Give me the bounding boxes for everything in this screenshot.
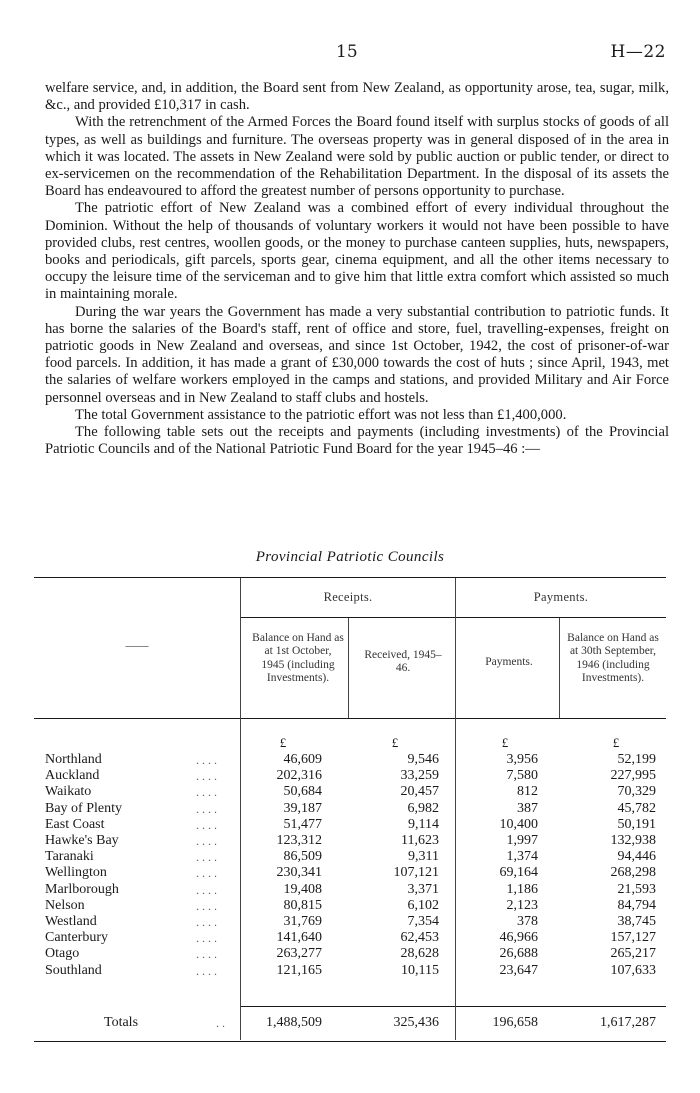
received-cell: 3,371 (407, 882, 439, 897)
received-cell: 20,457 (400, 784, 439, 799)
table-bottom-rule (34, 1041, 666, 1042)
row-leader-dots: . . . . (196, 915, 217, 929)
stub-header: —— (125, 640, 149, 652)
row-leader-dots: . . . . (196, 834, 217, 848)
closing-balance-cell: 70,329 (617, 784, 656, 799)
row-leader-dots: . . . . (196, 947, 217, 961)
col-header-received: Received, 1945–46. (364, 649, 442, 675)
received-cell: 6,102 (407, 898, 439, 913)
opening-balance-cell: 39,187 (283, 801, 322, 816)
currency-symbol: £ (279, 735, 287, 750)
totals-label: Totals (104, 1015, 139, 1030)
closing-balance-cell: 45,782 (617, 801, 656, 816)
row-name: Canterbury (45, 930, 108, 945)
col-header-payments: Payments. (485, 656, 533, 668)
opening-balance-cell: 51,477 (283, 817, 322, 832)
row-leader-dots: . . . . (196, 802, 217, 816)
opening-balance-cell: 86,509 (283, 849, 322, 864)
opening-balance-cell: 263,277 (276, 946, 322, 961)
currency-symbol: £ (501, 735, 509, 750)
column-divider (348, 618, 349, 718)
row-leader-dots: . . . . (196, 866, 217, 880)
payments-group-header: Payments. (533, 590, 589, 604)
opening-balance-cell: 202,316 (276, 768, 322, 783)
received-cell: 9,114 (408, 817, 439, 832)
payments-cell: 378 (517, 914, 538, 929)
row-leader-dots: . . . . (196, 883, 217, 897)
row-leader-dots: . . . . (196, 753, 217, 767)
payments-cell: 812 (517, 784, 538, 799)
row-name: Wellington (45, 865, 107, 880)
table-top-rule (34, 577, 666, 578)
row-name: Auckland (45, 768, 100, 783)
opening-balance-cell: 50,684 (283, 784, 322, 799)
paragraph: welfare service, and, in addition, the Board sent from New Zealand, as opportunity arose, tea, sugar, milk, &c., and provided £10,317 in cash. (45, 80, 669, 114)
col-header-opening-balance: Balance on Hand as at 1st October, 1945 (including Investments). (252, 632, 344, 685)
payments-cell: 46,966 (499, 930, 538, 945)
row-leader-dots: . . . . (196, 899, 217, 913)
col-header-closing-balance: Balance on Hand as at 30th September, 1946 (including Investments). (567, 632, 659, 685)
row-leader-dots: . . . . (196, 931, 217, 945)
payments-cell: 7,580 (506, 768, 538, 783)
closing-balance-cell: 38,745 (617, 914, 656, 929)
receipts-group-header: Receipts. (323, 590, 373, 604)
received-cell: 6,982 (407, 801, 439, 816)
row-name: Waikato (45, 784, 92, 799)
opening-balance-cell: 121,165 (276, 963, 322, 978)
row-name: East Coast (45, 817, 105, 832)
document-reference: H—22 (610, 42, 666, 62)
received-cell: 9,546 (407, 752, 439, 767)
received-cell: 107,121 (393, 865, 439, 880)
opening-balance-cell: 123,312 (276, 833, 322, 848)
paragraph: The total Government assistance to the patriotic effort was not less than £1,400,000. (75, 406, 567, 423)
received-cell: 7,354 (407, 914, 439, 929)
closing-balance-cell: 107,633 (610, 963, 656, 978)
closing-balance-cell: 265,217 (610, 946, 656, 961)
payments-cell: 1,997 (506, 833, 538, 848)
row-name: Southland (45, 963, 102, 978)
opening-balance-cell: 19,408 (283, 882, 322, 897)
closing-balance-cell: 21,593 (617, 882, 656, 897)
received-cell: 28,628 (400, 946, 439, 961)
row-leader-dots: . . . . (196, 785, 217, 799)
payments-cell: 387 (517, 801, 538, 816)
closing-balance-cell: 157,127 (610, 930, 656, 945)
paragraph: With the retrenchment of the Armed Forces the Board found itself with surplus stocks of goods of all types, as well as buildings and furniture. The overseas property was in general disposed of in the area in which it was located. The assets in New Zealand were sold by public auction or public tender, or direct to ex-servicemen on the recommendation of the Rehabilitation Department. In the disposal of its assets the Board has endeavoured to afford the greatest number of persons opportunity to purchase. (45, 114, 669, 200)
closing-balance-cell: 84,794 (617, 898, 656, 913)
row-name: Northland (45, 752, 102, 767)
header-bottom-rule (34, 718, 666, 719)
currency-symbol: £ (391, 735, 399, 750)
row-name: Bay of Plenty (45, 801, 122, 816)
payments-cell: 2,123 (506, 898, 538, 913)
row-leader-dots: . . . . (196, 818, 217, 832)
row-name: Westland (45, 914, 97, 929)
column-divider (240, 578, 241, 1040)
column-divider (559, 618, 560, 718)
received-cell: 11,623 (401, 833, 439, 848)
opening-balance-cell: 46,609 (283, 752, 322, 767)
row-leader-dots: . . . . (196, 964, 217, 978)
totals-closing-balance: 1,617,287 (600, 1015, 656, 1030)
closing-balance-cell: 132,938 (610, 833, 656, 848)
paragraph: During the war years the Government has made a very substantial contribution to patriotic funds. It has borne the salaries of the Board's staff, rent of office and store, fuel, travelling-expenses, freight on patriotic goods in New Zealand and overseas, and since 1st October, 1942, the cost of prisoner-of-war food parcels. In addition, it has made a grant of £30,000 towards the cost of huts ; since April, 1943, met the salaries of welfare workers employed in the camps and stations, and provided Military and Air Force personnel overseas and in New Zealand to staff clubs and hostels. (45, 303, 669, 406)
closing-balance-cell: 94,446 (617, 849, 656, 864)
opening-balance-cell: 141,640 (276, 930, 322, 945)
opening-balance-cell: 230,341 (276, 865, 322, 880)
totals-received: 325,436 (393, 1015, 439, 1030)
opening-balance-cell: 31,769 (283, 914, 322, 929)
row-name: Marlborough (45, 882, 119, 897)
received-cell: 33,259 (400, 768, 439, 783)
payments-cell: 69,164 (499, 865, 538, 880)
page-number: 15 (336, 42, 358, 62)
opening-balance-cell: 80,815 (283, 898, 322, 913)
body-text (45, 80, 669, 458)
row-name: Nelson (45, 898, 85, 913)
row-name: Taranaki (45, 849, 94, 864)
received-cell: 9,311 (408, 849, 439, 864)
totals-opening-balance: 1,488,509 (266, 1015, 322, 1030)
payments-cell: 1,374 (506, 849, 538, 864)
payments-cell: 1,186 (506, 882, 538, 897)
totals-dots: . . (216, 1016, 225, 1030)
received-cell: 62,453 (400, 930, 439, 945)
closing-balance-cell: 50,191 (617, 817, 656, 832)
row-leader-dots: . . . . (196, 769, 217, 783)
closing-balance-cell: 268,298 (610, 865, 656, 880)
closing-balance-cell: 52,199 (617, 752, 656, 767)
currency-symbol: £ (612, 735, 620, 750)
totals-payments: 196,658 (492, 1015, 538, 1030)
table-title: Provincial Patriotic Councils (255, 549, 445, 565)
closing-balance-cell: 227,995 (610, 768, 656, 783)
row-name: Hawke's Bay (45, 833, 119, 848)
paragraph: The patriotic effort of New Zealand was a combined effort of every individual throughout the Dominion. Without the help of thousands of voluntary workers it would not have been possible to have provided clubs, rest centres, woollen goods, or the money to purchase canteen supplies, huts, newspapers, books and periodicals, gift parcels, sports gear, cinema equipment, and all the other items necessary to occupy the leisure time of the serviceman and to give him that little extra comfort which assisted so much in maintaining morale. (45, 200, 669, 303)
row-leader-dots: . . . . (196, 850, 217, 864)
payments-cell: 26,688 (499, 946, 538, 961)
paragraph: The following table sets out the receipts and payments (including investments) of the Provincial Patriotic Councils and of the National Patriotic Fund Board for the year 1945–46 :— (45, 424, 669, 458)
received-cell: 10,115 (401, 963, 439, 978)
payments-cell: 3,956 (506, 752, 538, 767)
payments-cell: 10,400 (499, 817, 538, 832)
row-name: Otago (45, 946, 80, 961)
totals-top-rule (240, 1006, 666, 1007)
group-header-rule (240, 617, 666, 618)
payments-cell: 23,647 (499, 963, 538, 978)
page-header (0, 42, 700, 64)
